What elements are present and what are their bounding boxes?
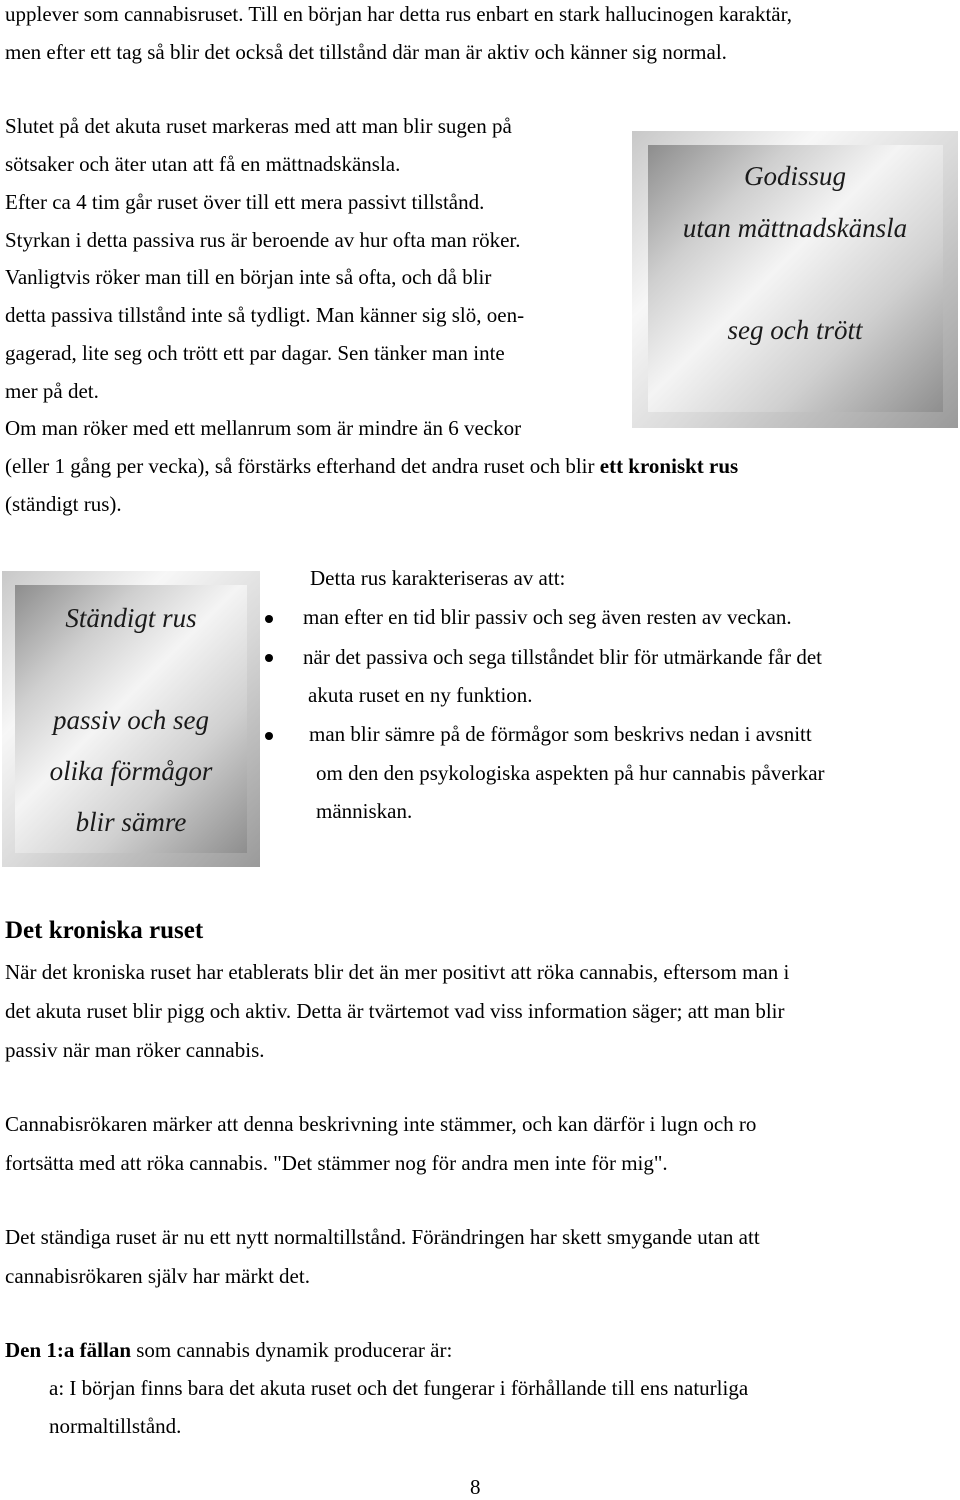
godissug-box (632, 131, 958, 428)
section-heading: Det kroniska ruset (5, 917, 204, 944)
text-line: cannabisrökaren själv har märkt det. (5, 1264, 310, 1288)
godissug-note: seg och trött (727, 315, 863, 345)
bullet-icon (265, 615, 273, 623)
text-line: sötsaker och äter utan att få en mättnadskänsla. (5, 152, 401, 176)
page-number: 8 (470, 1475, 481, 1499)
list-item: man efter en tid blir passiv och seg även resten av veckan. (303, 605, 792, 629)
standigt-rus-box (2, 571, 260, 867)
text-line: passiv när man röker cannabis. (5, 1038, 265, 1062)
emphasis-text: ett kroniskt rus (599, 454, 739, 478)
standigt-rus-line: olika förmågor (49, 756, 213, 786)
list-intro: Detta rus karakteriseras av att: (310, 566, 566, 590)
text-line: Om man röker med ett mellanrum som är mindre än 6 veckor (5, 416, 522, 440)
text-line: När det kroniska ruset har etablerats blir det än mer positivt att röka cannabis, eftersom man i (5, 960, 790, 984)
list-item-continuation: människan. (316, 799, 413, 823)
bullet-icon (265, 732, 273, 740)
text-line: fortsätta med att röka cannabis. "Det stämmer nog för andra men inte för mig". (5, 1151, 668, 1175)
text-line (5, 454, 738, 478)
text-line (5, 1338, 452, 1362)
list-item: när det passiva och sega tillståndet blir för utmärkande får det (303, 645, 822, 669)
text-line: a: I början finns bara det akuta ruset och det fungerar i förhållande till ens naturliga (49, 1376, 749, 1400)
text-line: Det ständiga ruset är nu ett nytt normaltillstånd. Förändringen har skett smygande utan att (5, 1225, 760, 1249)
text-line: Efter ca 4 tim går ruset över till ett mera passivt tillstånd. (5, 190, 485, 214)
list-item-continuation: om den den psykologiska aspekten på hur cannabis påverkar (316, 761, 825, 785)
text-line: men efter ett tag så blir det också det tillstånd där man är aktiv och känner sig normal. (5, 40, 727, 64)
text-line: mer på det. (5, 379, 99, 403)
text-line: Cannabisrökaren märker att denna beskrivning inte stämmer, och kan därför i lugn och ro (5, 1112, 757, 1136)
standigt-rus-line: passiv och seg (53, 705, 209, 735)
text-line: (ständigt rus). (5, 492, 122, 516)
godissug-subtitle: utan mättnadskänsla (682, 213, 908, 243)
emphasis-text: Den 1:a fällan (5, 1338, 131, 1362)
text-line: gagerad, lite seg och trött ett par dagar. Sen tänker man inte (5, 341, 505, 365)
text-line: Slutet på det akuta ruset markeras med att man blir sugen på (5, 114, 512, 138)
text-line: normaltillstånd. (49, 1414, 182, 1438)
text-line: detta passiva tillstånd inte så tydligt. Man känner sig slö, oen- (5, 303, 525, 327)
standigt-rus-title: Ständigt rus (65, 603, 197, 633)
bullet-icon (265, 654, 273, 662)
godissug-title: Godissug (743, 161, 846, 191)
standigt-rus-line: blir sämre (75, 807, 187, 837)
text-line: det akuta ruset blir pigg och aktiv. Detta är tvärtemot vad viss information säger; att man blir (5, 999, 785, 1023)
text-line: upplever som cannabisruset. Till en början har detta rus enbart en stark hallucinogen karaktär, (5, 2, 793, 26)
list-item-continuation: akuta ruset en ny funktion. (308, 683, 533, 707)
text-run: (eller 1 gång per vecka), så förstärks efterhand det andra ruset och blir (5, 454, 600, 478)
text-line: Vanligtvis röker man till en början inte så ofta, och då blir (5, 265, 492, 289)
text-run: som cannabis dynamik producerar är: (131, 1338, 453, 1362)
text-line: Styrkan i detta passiva rus är beroende av hur ofta man röker. (5, 228, 521, 252)
list-item: man blir sämre på de förmågor som beskrivs nedan i avsnitt (309, 722, 812, 746)
